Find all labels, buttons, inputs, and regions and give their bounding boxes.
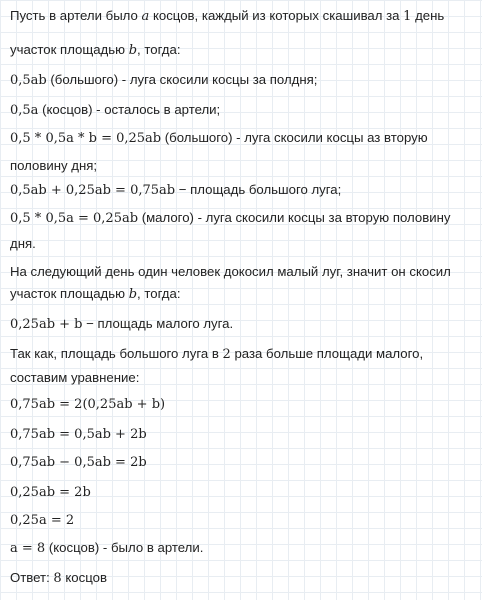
text-line bbox=[10, 540, 203, 556]
text-line bbox=[10, 236, 36, 251]
text-line bbox=[10, 370, 139, 385]
math-fragment: 0,75ab = 2(0,25ab + b) bbox=[10, 397, 166, 412]
math-fragment: 0,25a = 2 bbox=[10, 513, 75, 528]
math-fragment: b bbox=[128, 287, 138, 302]
math-fragment: 0,75ab = 0,5ab + 2b bbox=[10, 427, 147, 442]
text-line bbox=[10, 130, 428, 146]
answer-line bbox=[10, 570, 107, 586]
text-fragment: На следующий день один человек докосил малый луг, значит он скосил bbox=[10, 264, 451, 279]
text-fragment: составим уравнение: bbox=[10, 370, 140, 385]
text-line bbox=[10, 316, 233, 332]
math-fragment: 0,5 * 0,5a = 0,25ab bbox=[10, 211, 139, 226]
text-fragment: (косцов) - было в артели. bbox=[45, 540, 204, 555]
math-fragment: 0,5a bbox=[10, 103, 39, 118]
text-fragment: (большого) - луга скосили косцы аз вторую bbox=[161, 130, 428, 145]
text-fragment: − площадь малого луга. bbox=[82, 316, 234, 331]
text-fragment: − площадь большого луга; bbox=[175, 182, 342, 197]
text-fragment: участок площадью bbox=[10, 42, 129, 57]
math-fragment: 0,5 * 0,5a * b = 0,25ab bbox=[10, 131, 162, 146]
text-fragment: раза больше площади малого, bbox=[230, 346, 424, 361]
text-line bbox=[10, 210, 450, 226]
text-fragment: Ответ: bbox=[10, 570, 54, 585]
text-fragment: косцов, каждый из которых скашивал за bbox=[149, 8, 404, 23]
text-line bbox=[10, 264, 451, 279]
text-line bbox=[10, 396, 165, 412]
text-line bbox=[10, 102, 220, 118]
text-fragment: косцов bbox=[61, 570, 107, 585]
text-fragment: (малого) - луга скосили косцы за вторую половину bbox=[138, 210, 451, 225]
text-line bbox=[10, 72, 317, 88]
math-fragment: b bbox=[128, 43, 138, 58]
math-fragment: 0,5ab bbox=[10, 73, 47, 88]
math-fragment: 0,5ab + 0,25ab = 0,75ab bbox=[10, 183, 176, 198]
math-fragment: a bbox=[141, 9, 150, 24]
text-fragment: участок площадью bbox=[10, 286, 129, 301]
math-fragment: 2 bbox=[222, 347, 231, 362]
math-fragment: 1 bbox=[403, 9, 412, 24]
math-fragment: 0,75ab − 0,5ab = 2b bbox=[10, 455, 147, 470]
math-fragment: 8 bbox=[53, 571, 62, 586]
text-line bbox=[10, 426, 147, 442]
text-fragment: , тогда: bbox=[137, 286, 181, 301]
math-fragment: 0,25ab + b bbox=[10, 317, 83, 332]
text-line bbox=[10, 8, 444, 24]
text-line bbox=[10, 286, 180, 302]
text-fragment: Так как, площадь большого луга в bbox=[10, 346, 223, 361]
text-line bbox=[10, 182, 341, 198]
text-fragment: Пусть в артели было bbox=[10, 8, 142, 23]
text-fragment: день bbox=[411, 8, 445, 23]
text-line bbox=[10, 158, 97, 173]
text-line bbox=[10, 454, 147, 470]
text-fragment: (косцов) - осталось в артели; bbox=[38, 102, 221, 117]
text-fragment: дня. bbox=[10, 236, 36, 251]
math-fragment: 0,25ab = 2b bbox=[10, 485, 91, 500]
text-fragment: половину дня; bbox=[10, 158, 98, 173]
text-fragment: , тогда: bbox=[137, 42, 181, 57]
text-fragment: (большого) - луга скосили косцы за полдня; bbox=[46, 72, 318, 87]
text-line bbox=[10, 512, 74, 528]
math-fragment: a = 8 bbox=[10, 541, 46, 556]
text-line bbox=[10, 484, 91, 500]
text-line bbox=[10, 346, 423, 362]
text-line bbox=[10, 42, 180, 58]
